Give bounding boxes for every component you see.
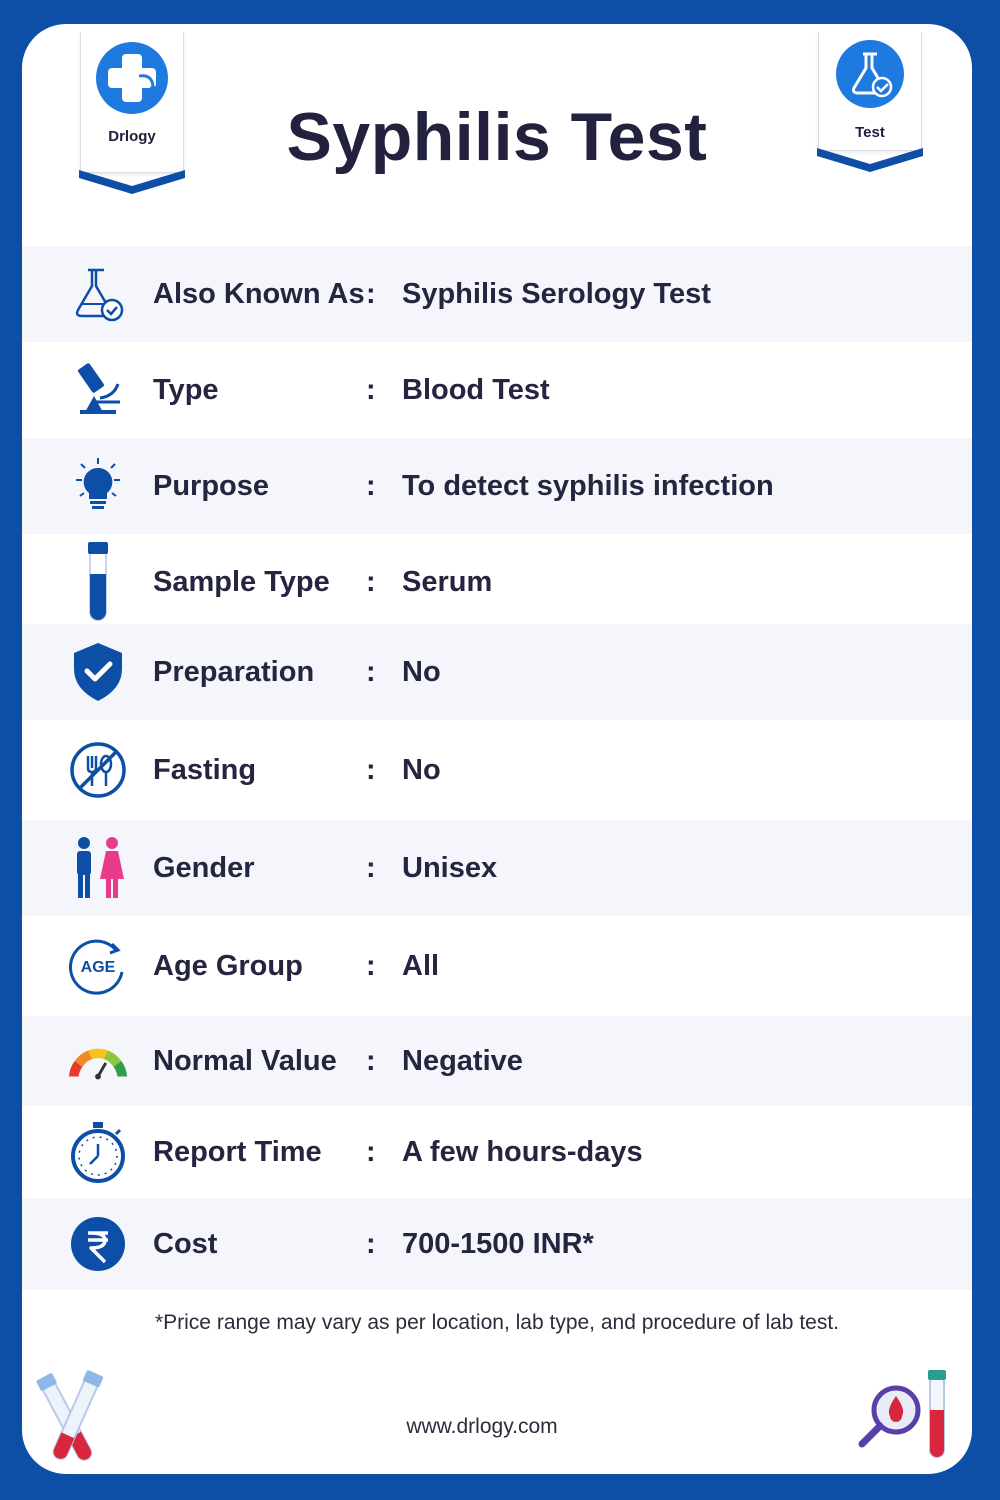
row-normal-value — [22, 1016, 972, 1106]
row-label: Purpose — [153, 469, 270, 502]
rupee-icon — [66, 1212, 130, 1276]
row-colon: : — [366, 469, 376, 502]
row-label: Also Known As — [153, 277, 365, 310]
test-tube-icon — [66, 550, 130, 614]
microscope-icon — [66, 358, 130, 422]
gender-icon — [66, 836, 130, 900]
row-value: Blood Test — [402, 373, 550, 406]
row-label: Report Time — [153, 1135, 322, 1168]
row-value: No — [402, 753, 441, 786]
row-fasting — [22, 720, 972, 820]
drlogy-badge-label: Drlogy — [108, 128, 156, 145]
row-colon: : — [366, 1135, 376, 1168]
row-label: Gender — [153, 851, 255, 884]
row-value: All — [402, 949, 440, 982]
row-value: To detect syphilis infection — [402, 469, 774, 502]
row-colon: : — [366, 565, 376, 598]
row-label: Preparation — [153, 655, 315, 688]
row-colon: : — [366, 655, 376, 688]
row-label: Normal Value — [153, 1044, 337, 1077]
test-badge-label: Test — [855, 124, 885, 141]
svg-text:AGE: AGE — [80, 959, 116, 976]
row-label: Type — [153, 373, 219, 406]
row-value: Negative — [402, 1044, 523, 1077]
lightbulb-icon — [66, 454, 130, 518]
flask-check-icon — [66, 262, 130, 326]
row-value: No — [402, 655, 441, 688]
row-value: Syphilis Serology Test — [402, 277, 711, 310]
info-card — [22, 24, 972, 1474]
row-purpose — [22, 438, 972, 534]
no-food-icon — [66, 738, 130, 802]
website-link[interactable]: www.drlogy.com — [406, 1415, 558, 1438]
row-colon: : — [366, 1044, 376, 1077]
row-colon: : — [366, 949, 376, 982]
row-colon: : — [366, 1227, 376, 1260]
row-label: Fasting — [153, 753, 257, 786]
row-age-group — [22, 916, 972, 1016]
row-gender — [22, 820, 972, 916]
row-label: Sample Type — [153, 565, 330, 598]
row-preparation — [22, 624, 972, 720]
row-colon: : — [366, 753, 376, 786]
stopwatch-icon — [66, 1120, 130, 1184]
row-cost — [22, 1198, 972, 1290]
row-also-known-as — [22, 246, 972, 342]
page-title: Syphilis Test — [286, 99, 708, 175]
row-colon: : — [366, 373, 376, 406]
row-type — [22, 342, 972, 438]
shield-check-icon — [66, 640, 130, 704]
row-sample-type — [22, 534, 972, 630]
row-label: Cost — [153, 1227, 218, 1260]
price-footnote: *Price range may vary as per location, lab type, and procedure of lab test. — [154, 1311, 840, 1334]
row-value: 700-1500 INR* — [402, 1227, 594, 1260]
gauge-icon — [66, 1029, 130, 1093]
row-value: Unisex — [402, 851, 498, 884]
row-value: Serum — [402, 565, 493, 598]
row-label: Age Group — [153, 949, 303, 982]
row-colon: : — [366, 277, 376, 310]
row-colon: : — [366, 851, 376, 884]
age-icon — [66, 934, 130, 998]
row-value: A few hours-days — [402, 1135, 643, 1168]
row-report-time — [22, 1106, 972, 1198]
blood-magnifier-icon — [854, 1364, 954, 1469]
